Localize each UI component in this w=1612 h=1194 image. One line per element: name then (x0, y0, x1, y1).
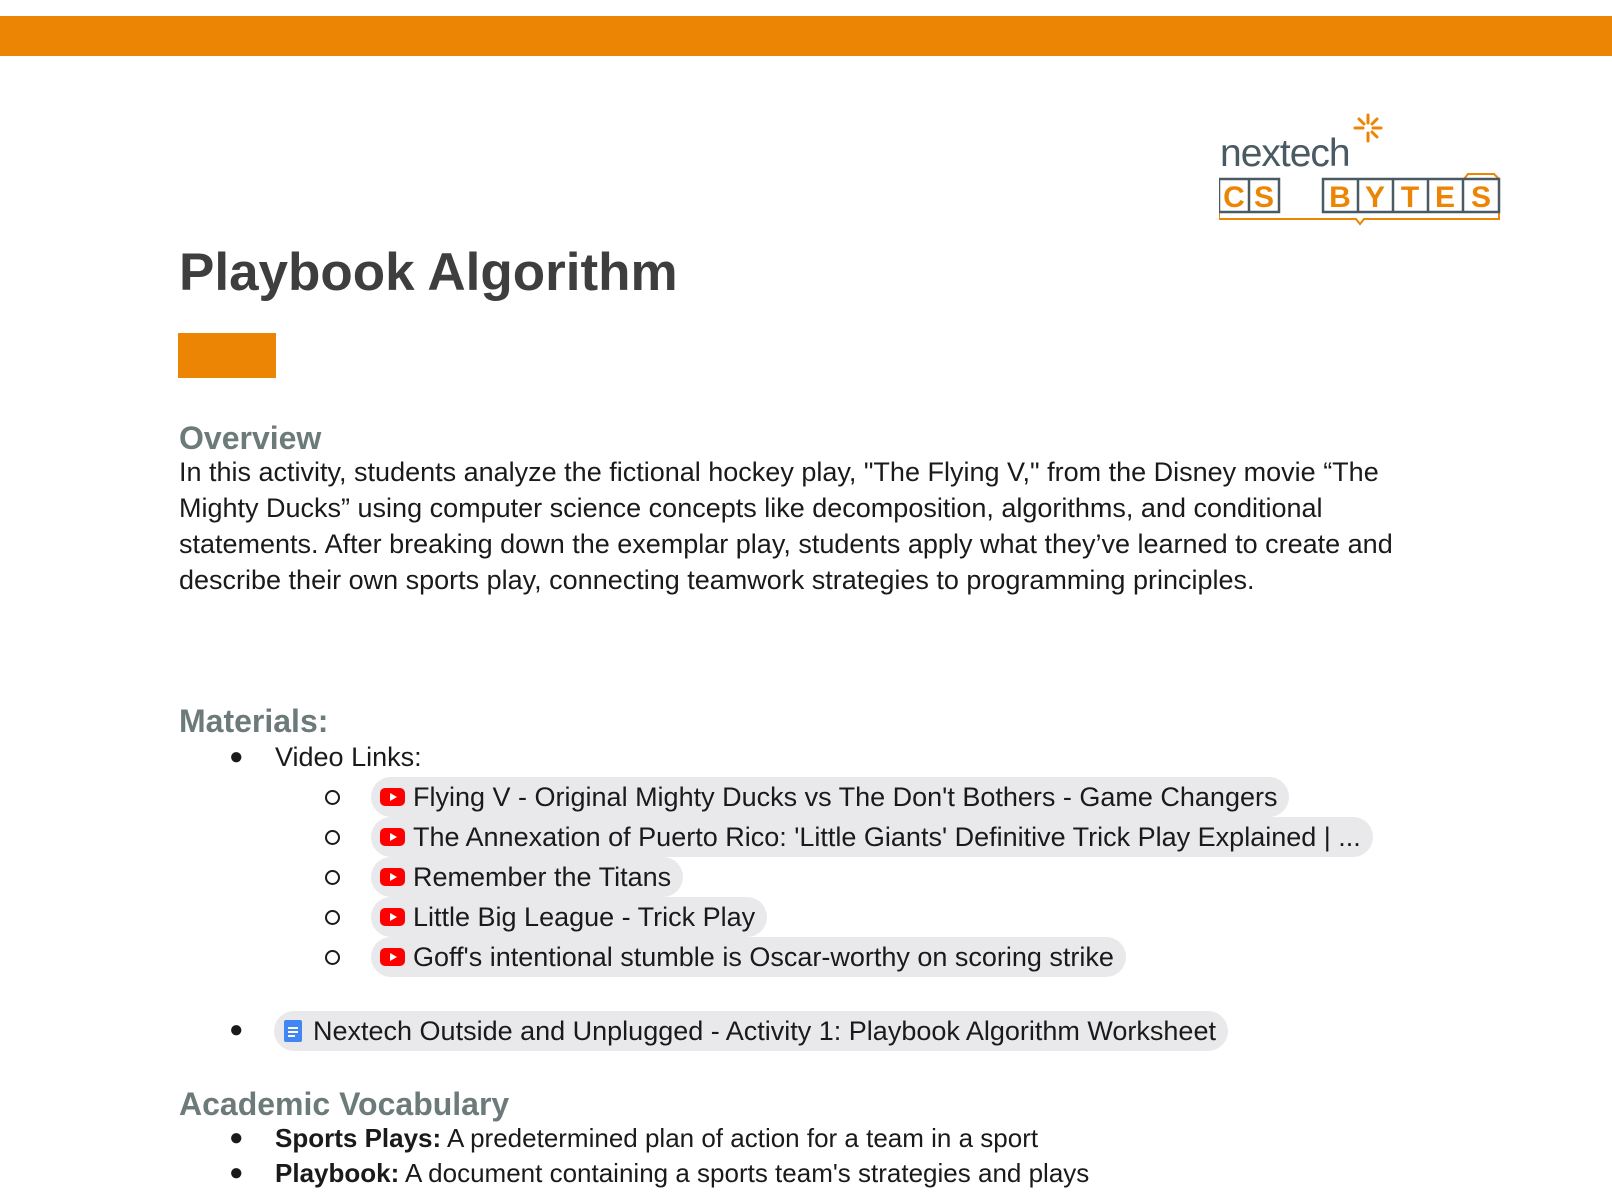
bullet-icon: ● (229, 743, 244, 770)
spark-icon (1352, 112, 1384, 144)
top-accent-bar (0, 16, 1612, 56)
video-link-chip[interactable] (371, 897, 767, 937)
video-link-chip[interactable] (371, 777, 1289, 817)
sub-bullet-icon (325, 870, 340, 885)
worksheet-link-title: Nextech Outside and Unplugged - Activity 1: Playbook Algorithm Worksheet (313, 1015, 1216, 1046)
sub-bullet-icon (325, 830, 340, 845)
vocabulary-definition: A document containing a sports team's strategies and plays (399, 1158, 1090, 1188)
bullet-icon: ● (229, 1159, 244, 1186)
video-link-title: The Annexation of Puerto Rico: 'Little Giants' Definitive Trick Play Explained | ... (413, 821, 1361, 852)
logo-wordmark: nextech (1220, 132, 1350, 175)
video-link-chip[interactable] (371, 857, 683, 897)
title-accent-block (178, 333, 276, 378)
video-link-title: Flying V - Original Mighty Ducks vs The Don't Bothers - Game Changers (413, 781, 1278, 812)
video-link-chip[interactable] (371, 817, 1373, 857)
vocabulary-heading: Academic Vocabulary (179, 1086, 510, 1122)
video-links-label: Video Links: (275, 742, 422, 772)
vocabulary-term: Sports Plays: (275, 1123, 442, 1153)
video-link-title: Goff's intentional stumble is Oscar-worthy on scoring strike (413, 941, 1114, 972)
materials-heading: Materials: (179, 703, 329, 739)
youtube-icon (380, 908, 405, 926)
youtube-icon (380, 868, 405, 886)
sub-bullet-icon (325, 910, 340, 925)
youtube-icon (380, 788, 405, 806)
nextech-cs-bytes-logo (1218, 108, 1508, 236)
document-title: Playbook Algorithm (179, 243, 678, 302)
logo-letter: T (1400, 181, 1420, 214)
bullet-icon: ● (229, 1016, 244, 1043)
video-link-title: Remember the Titans (413, 861, 672, 892)
logo-letter: C (1223, 181, 1245, 214)
sub-bullet-icon (325, 790, 340, 805)
overview-heading: Overview (179, 420, 322, 456)
video-link-chip[interactable] (371, 937, 1126, 977)
vocabulary-item (275, 1158, 1089, 1189)
vocabulary-item (275, 1123, 1038, 1154)
logo-letter: Y (1364, 181, 1386, 214)
youtube-icon (380, 948, 405, 966)
logo-letter: E (1434, 181, 1456, 214)
vocabulary-term: Playbook: (275, 1158, 400, 1188)
overview-paragraph: In this activity, students analyze the fictional hockey play, "The Flying V," from the Disney movie “The Mighty Ducks” using computer science concepts like decomposition, algorithms, and conditional statements. After breaking down the exemplar play, students apply what they’ve learned to create and describe their own sports play, connecting teamwork strategies to programming principles. (179, 457, 1393, 595)
worksheet-link-chip[interactable] (274, 1011, 1228, 1051)
logo-letter: S (1253, 181, 1275, 214)
google-doc-icon (283, 1020, 303, 1042)
logo-letter: S (1470, 181, 1492, 214)
youtube-icon (380, 828, 405, 846)
cs-bytes-mark (1219, 172, 1509, 236)
logo-letter: B (1329, 181, 1351, 214)
vocabulary-definition: A predetermined plan of action for a team in a sport (441, 1123, 1039, 1153)
video-link-title: Little Big League - Trick Play (413, 901, 756, 932)
sub-bullet-icon (325, 950, 340, 965)
bullet-icon: ● (229, 1124, 244, 1151)
